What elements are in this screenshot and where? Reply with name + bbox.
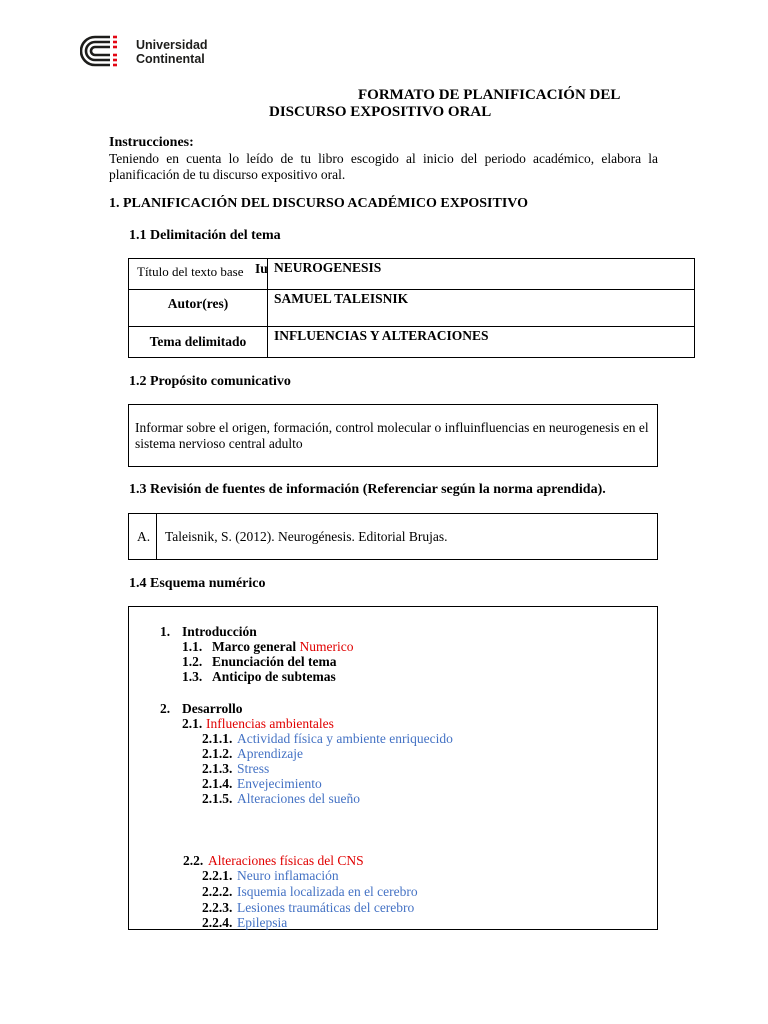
outline-item: Influencias ambientales: [206, 716, 334, 731]
outline-num: 2.1.2.: [202, 746, 233, 761]
source-divider: [156, 514, 157, 559]
outline-item: Alteraciones del sueño: [237, 791, 360, 806]
outline-num: 2.2.2.: [202, 884, 233, 899]
outline-num: 1.2.: [182, 654, 203, 669]
instructions-label: Instrucciones:: [109, 135, 194, 150]
source-box: [128, 513, 658, 560]
outline-item: Actividad física y ambiente enriquecido: [237, 731, 453, 746]
outline-num: 2.1.: [182, 716, 203, 731]
section1-heading: 1. PLANIFICACIÓN DEL DISCURSO ACADÉMICO EXPOSITIVO: [109, 196, 529, 211]
outline-num: 2.2.1.: [202, 868, 233, 883]
table-label: Título del texto base: [137, 264, 244, 279]
table-label-overlap: Iu: [255, 261, 268, 276]
purpose-box: [128, 404, 658, 467]
outline-num: 1.: [160, 624, 171, 639]
outline-item: Stress: [237, 761, 270, 776]
outline-item: Isquemia localizada en el cerebro: [237, 884, 418, 899]
outline-num: 1.1.: [182, 639, 203, 654]
table-row: [129, 259, 695, 290]
table-value: NEUROGENESIS: [268, 259, 695, 290]
table-row: [129, 290, 695, 327]
outline-item: Neuro inflamación: [237, 868, 339, 883]
document-title-line2: DISCURSO EXPOSITIVO ORAL: [269, 104, 492, 120]
table-label: Autor(res): [129, 290, 268, 327]
outline-num: 2.1.3.: [202, 761, 233, 776]
instructions-text: Teniendo en cuenta lo leído de tu libro escogido al inicio del periodo académico, elabora la planificación de tu discurso expositivo oral.: [109, 151, 658, 182]
outline-item: Desarrollo: [182, 701, 243, 716]
outline-item: Alteraciones físicas del CNS: [208, 853, 364, 868]
table-value: INFLUENCIAS Y ALTERACIONES: [268, 327, 695, 358]
outline-item: Epilepsia: [237, 915, 288, 930]
logo-line1: Universidad: [136, 38, 208, 52]
outline-num: 2.1.1.: [202, 731, 233, 746]
outline-item: Aprendizaje: [237, 746, 303, 761]
outline-num: 2.1.4.: [202, 776, 233, 791]
outline-num: 2.2.: [183, 853, 204, 868]
table-label-cell: [129, 259, 268, 290]
university-logo: [80, 34, 210, 70]
outline-num: 2.2.4.: [202, 915, 233, 930]
table-value: SAMUEL TALEISNIK: [268, 290, 695, 327]
outline-box: [128, 606, 658, 930]
table-label: Tema delimitado: [129, 327, 268, 358]
section11-heading: 1.1 Delimitación del tema: [129, 228, 281, 243]
section12-heading: 1.2 Propósito comunicativo: [129, 374, 291, 389]
outline-item-note: Numerico: [299, 639, 354, 654]
section13-heading: 1.3 Revisión de fuentes de información (Referenciar según la norma aprendida).: [129, 482, 606, 497]
outline-item: [212, 639, 353, 655]
logo-mark-icon: [80, 34, 128, 68]
table-row: [129, 327, 695, 358]
outline-num: 2.2.3.: [202, 900, 233, 915]
tema-table: [128, 258, 695, 358]
outline-num: 2.1.5.: [202, 791, 233, 806]
source-text: Taleisnik, S. (2012). Neurogénesis. Editorial Brujas.: [165, 529, 448, 544]
outline-item-text: Marco general: [212, 639, 300, 654]
outline-item: Enunciación del tema: [212, 654, 337, 669]
outline-item: Anticipo de subtemas: [212, 669, 336, 684]
document-title-line1: FORMATO DE PLANIFICACIÓN DEL: [358, 87, 621, 103]
outline-item: Lesiones traumáticas del cerebro: [237, 900, 415, 915]
purpose-text: Informar sobre el origen, formación, control molecular o influinfluencias en neurogenesis en el sistema nervioso central adulto: [135, 420, 649, 451]
outline-item: Introducción: [182, 624, 257, 639]
source-letter: A.: [137, 529, 151, 544]
outline-item: Envejecimiento: [237, 776, 322, 791]
outline-num: 1.3.: [182, 669, 203, 684]
outline-num: 2.: [160, 701, 171, 716]
section14-heading: 1.4 Esquema numérico: [129, 576, 266, 591]
logo-line2: Continental: [136, 52, 205, 66]
